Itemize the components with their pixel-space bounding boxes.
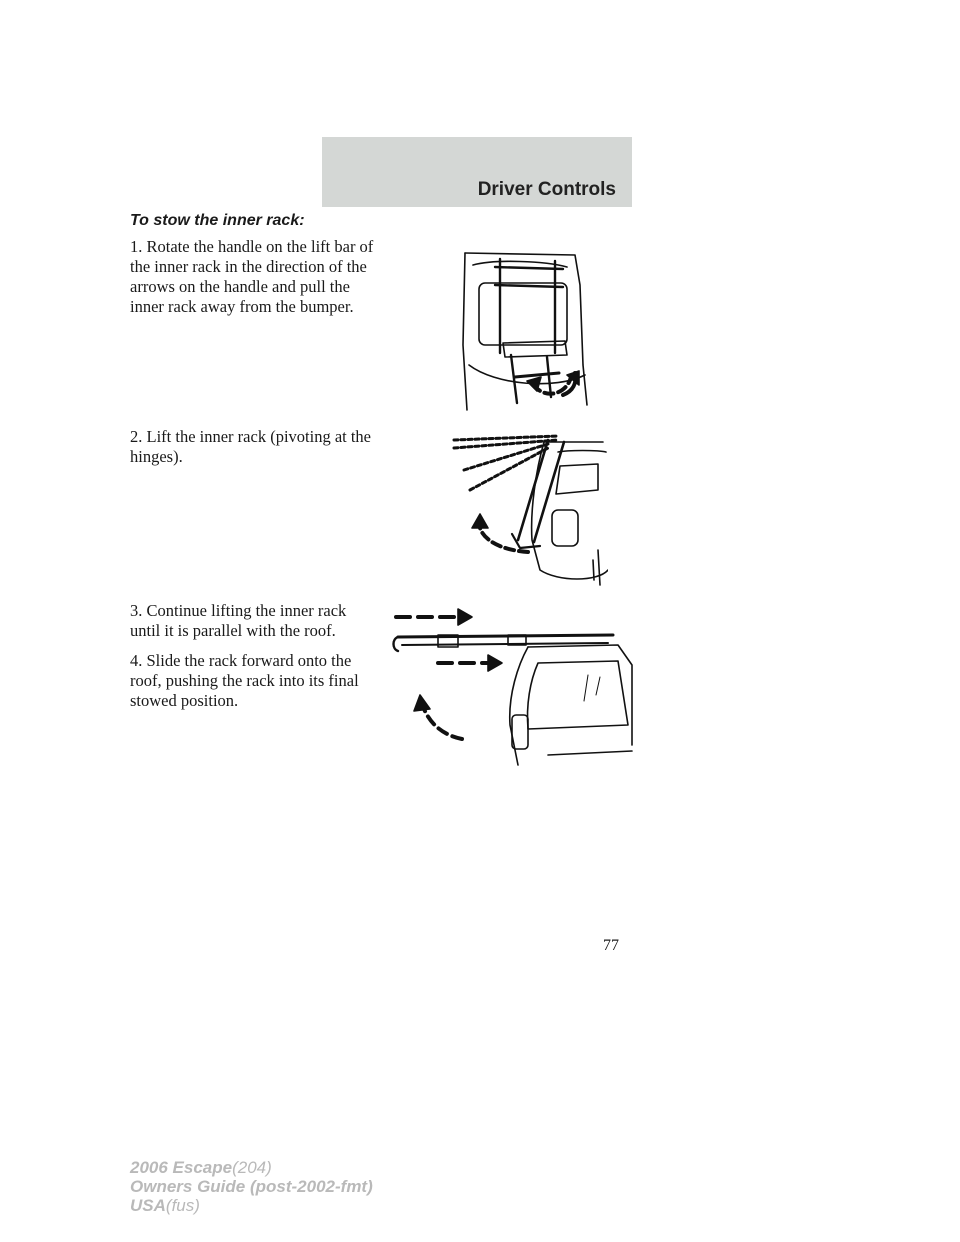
figure-lift-rack <box>448 430 608 590</box>
page-number: 77 <box>603 937 619 954</box>
footer-market: USA <box>130 1196 166 1215</box>
procedure-heading: To stow the inner rack: <box>130 212 305 229</box>
document-footer <box>130 1158 373 1215</box>
section-header-band <box>322 137 632 207</box>
footer-model: 2006 Escape <box>130 1158 233 1177</box>
step-4-text: 4. Slide the rack forward onto the roof, pushing the rack into its final stowed position. <box>130 651 359 710</box>
footer-line-2 <box>130 1177 373 1196</box>
step-2-text: 2. Lift the inner rack (pivoting at the hinges). <box>130 427 372 466</box>
footer-market-code: (fus) <box>165 1196 200 1215</box>
footer-line-1 <box>130 1158 373 1177</box>
footer-guide: Owners Guide (post-2002-fmt) <box>130 1177 373 1196</box>
figure-rotate-handle <box>455 245 595 415</box>
step-1-text: 1. Rotate the handle on the lift bar of the inner rack in the direction of the arrows on the handle and pull the inner rack away from the bumper. <box>130 237 374 316</box>
section-title: Driver Controls <box>477 179 616 200</box>
step-3-text: 3. Continue lifting the inner rack until it is parallel with the roof. <box>130 601 347 640</box>
footer-line-3 <box>130 1196 373 1215</box>
footer-model-code: (204) <box>232 1158 272 1177</box>
figure-slide-rack <box>388 605 634 770</box>
